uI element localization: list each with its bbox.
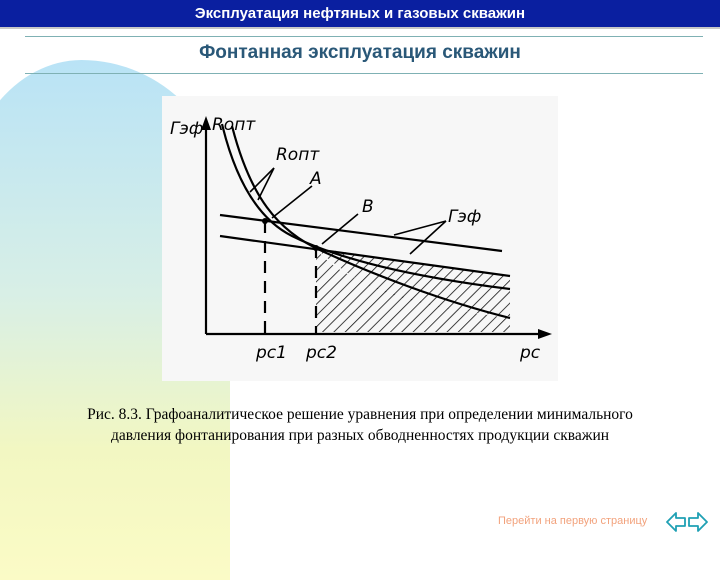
a-label-leader [272,186,312,218]
r-curve-label: Rопт [276,145,320,165]
title-top-divider [25,36,703,37]
pc2-label: pc2 [306,343,337,363]
point-a-marker [262,218,268,224]
point-a-label: A [310,169,322,189]
figure-caption [30,404,690,446]
page-title: Фонтанная эксплуатация скважин [199,42,521,63]
y-axis-gamma-label: Гэф [170,119,204,139]
r-label-leader-1 [250,168,274,192]
x-axis-arrow [538,329,552,339]
figure-diagram [162,96,558,381]
first-page-link[interactable]: Перейти на первую страницу [498,515,648,527]
title-bottom-divider [25,73,703,74]
caption-line-1: Рис. 8.3. Графоаналитическое решение уравнения при определении минимального [87,406,633,423]
pc1-label: pc1 [256,343,287,363]
diagram-svg [162,96,558,381]
forward-arrow-icon[interactable] [688,511,708,533]
x-axis-pc-label: pc [520,343,541,363]
back-arrow-icon[interactable] [666,511,686,533]
point-b-marker [313,245,319,251]
gamma-lines-label: Гэф [448,207,482,227]
y-axis-r-label: Rопт [212,115,256,135]
caption-line-2: давления фонтанирования при разных обводненностях продукции скважин [110,427,610,444]
navigation-arrows [666,511,708,533]
point-b-label: B [362,197,374,217]
header-title: Эксплуатация нефтяных и газовых скважин [194,5,526,22]
r-label-leader-2 [258,168,274,200]
header-bar [0,0,720,29]
